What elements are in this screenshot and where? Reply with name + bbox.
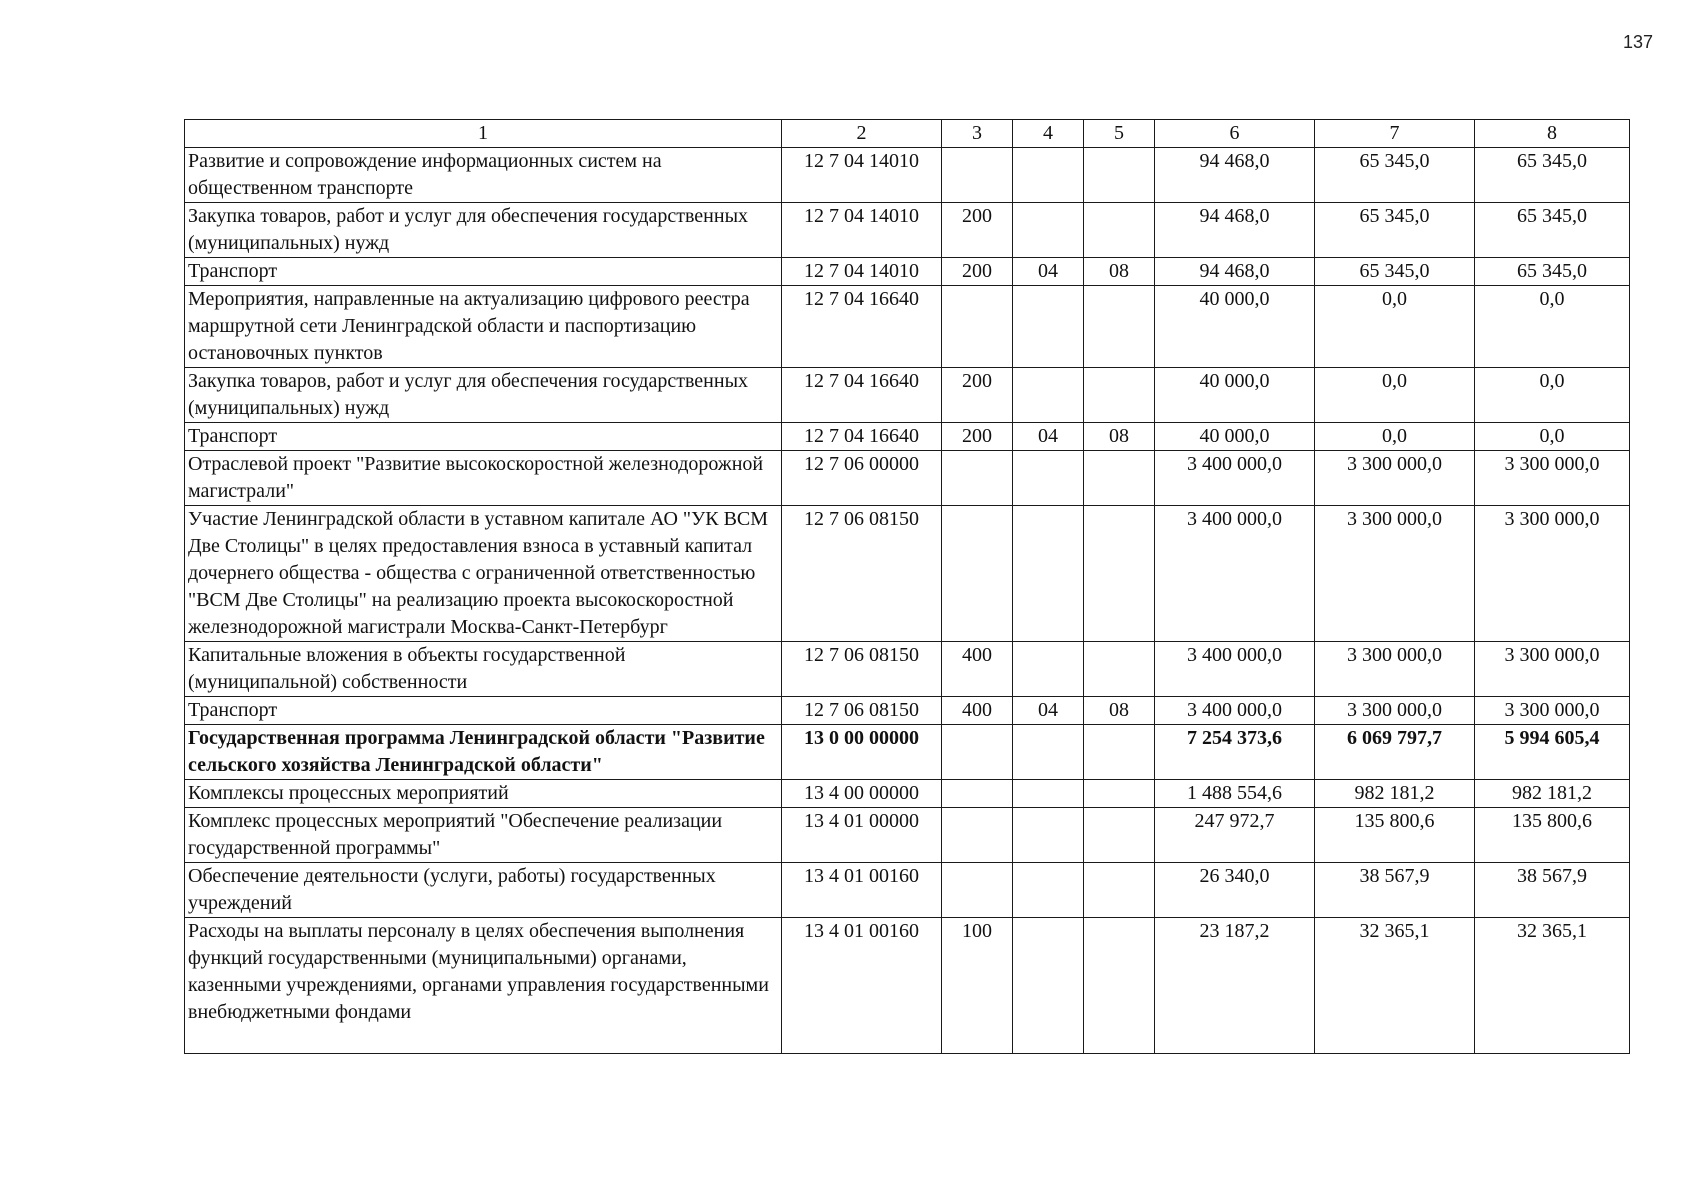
row-amount-col7-cell: 32 365,1 xyxy=(1315,918,1475,1054)
table-row xyxy=(185,451,1630,506)
row-section-cell xyxy=(1013,863,1084,918)
row-subsection-cell xyxy=(1084,918,1155,1054)
row-expense-type-cell xyxy=(942,506,1013,642)
row-code-cell: 12 7 04 14010 xyxy=(782,258,942,286)
row-section-cell xyxy=(1013,725,1084,780)
header-row xyxy=(185,120,1630,148)
row-name-cell: Транспорт xyxy=(185,423,782,451)
row-amount-col7-cell: 65 345,0 xyxy=(1315,203,1475,258)
row-amount-col6-cell: 40 000,0 xyxy=(1155,368,1315,423)
row-amount-col8-cell: 65 345,0 xyxy=(1475,203,1630,258)
row-name-cell: Участие Ленинградской области в уставном капитале АО "УК ВСМ Две Столицы" в целях предоставления взноса в уставный капитал дочернего общества - общества с ограниченной ответственностью "ВСМ Две Столицы" на реализацию проекта высокоскоростной железнодорожной магистрали Москва-Санкт-Петербург xyxy=(185,506,782,642)
row-subsection-cell xyxy=(1084,368,1155,423)
row-code-cell: 12 7 04 14010 xyxy=(782,203,942,258)
row-amount-col7-cell: 982 181,2 xyxy=(1315,780,1475,808)
row-name-cell: Государственная программа Ленинградской области "Развитие сельского хозяйства Ленинградской области" xyxy=(185,725,782,780)
row-amount-col8-cell: 3 300 000,0 xyxy=(1475,642,1630,697)
row-code-cell: 12 7 06 00000 xyxy=(782,451,942,506)
row-expense-type-cell xyxy=(942,863,1013,918)
row-amount-col7-cell: 65 345,0 xyxy=(1315,258,1475,286)
column-header: 5 xyxy=(1084,120,1155,148)
row-amount-col7-cell: 38 567,9 xyxy=(1315,863,1475,918)
row-amount-col7-cell: 0,0 xyxy=(1315,286,1475,368)
row-amount-col6-cell: 40 000,0 xyxy=(1155,423,1315,451)
table-row xyxy=(185,423,1630,451)
page-number: 137 xyxy=(1622,32,1653,52)
row-expense-type-cell: 200 xyxy=(942,368,1013,423)
row-amount-col6-cell: 247 972,7 xyxy=(1155,808,1315,863)
row-code-cell: 12 7 06 08150 xyxy=(782,506,942,642)
table-row xyxy=(185,918,1630,1054)
row-name-cell: Отраслевой проект "Развитие высокоскоростной железнодорожной магистрали" xyxy=(185,451,782,506)
row-section-cell xyxy=(1013,451,1084,506)
row-amount-col8-cell: 0,0 xyxy=(1475,286,1630,368)
budget-table xyxy=(184,119,1630,1054)
row-subsection-cell xyxy=(1084,451,1155,506)
table-row xyxy=(185,697,1630,725)
row-code-cell: 13 4 01 00000 xyxy=(782,808,942,863)
row-amount-col6-cell: 23 187,2 xyxy=(1155,918,1315,1054)
row-subsection-cell xyxy=(1084,725,1155,780)
row-amount-col8-cell: 3 300 000,0 xyxy=(1475,451,1630,506)
row-amount-col6-cell: 3 400 000,0 xyxy=(1155,451,1315,506)
row-amount-col6-cell: 3 400 000,0 xyxy=(1155,642,1315,697)
row-amount-col8-cell: 982 181,2 xyxy=(1475,780,1630,808)
row-name-cell: Обеспечение деятельности (услуги, работы) государственных учреждений xyxy=(185,863,782,918)
row-amount-col6-cell: 26 340,0 xyxy=(1155,863,1315,918)
row-amount-col7-cell: 65 345,0 xyxy=(1315,148,1475,203)
row-expense-type-cell: 400 xyxy=(942,642,1013,697)
row-amount-col7-cell: 3 300 000,0 xyxy=(1315,642,1475,697)
row-amount-col7-cell: 3 300 000,0 xyxy=(1315,451,1475,506)
table-row xyxy=(185,506,1630,642)
row-subsection-cell xyxy=(1084,780,1155,808)
row-section-cell xyxy=(1013,148,1084,203)
column-header: 3 xyxy=(942,120,1013,148)
column-header: 7 xyxy=(1315,120,1475,148)
row-section-cell: 04 xyxy=(1013,697,1084,725)
row-name-cell: Транспорт xyxy=(185,258,782,286)
row-name-cell: Закупка товаров, работ и услуг для обеспечения государственных (муниципальных) нужд xyxy=(185,368,782,423)
row-amount-col8-cell: 135 800,6 xyxy=(1475,808,1630,863)
row-amount-col8-cell: 38 567,9 xyxy=(1475,863,1630,918)
row-amount-col6-cell: 94 468,0 xyxy=(1155,148,1315,203)
row-code-cell: 12 7 06 08150 xyxy=(782,697,942,725)
row-amount-col6-cell: 94 468,0 xyxy=(1155,258,1315,286)
row-subsection-cell xyxy=(1084,148,1155,203)
row-amount-col8-cell: 32 365,1 xyxy=(1475,918,1630,1054)
row-code-cell: 13 4 01 00160 xyxy=(782,863,942,918)
row-expense-type-cell xyxy=(942,286,1013,368)
row-amount-col8-cell: 0,0 xyxy=(1475,423,1630,451)
row-subsection-cell xyxy=(1084,642,1155,697)
row-section-cell: 04 xyxy=(1013,423,1084,451)
table-row xyxy=(185,642,1630,697)
row-code-cell: 12 7 06 08150 xyxy=(782,642,942,697)
row-name-cell: Комплексы процессных мероприятий xyxy=(185,780,782,808)
row-name-cell: Комплекс процессных мероприятий "Обеспечение реализации государственной программы" xyxy=(185,808,782,863)
row-expense-type-cell xyxy=(942,451,1013,506)
table-row xyxy=(185,286,1630,368)
row-expense-type-cell: 400 xyxy=(942,697,1013,725)
row-expense-type-cell xyxy=(942,808,1013,863)
row-expense-type-cell: 100 xyxy=(942,918,1013,1054)
row-subsection-cell: 08 xyxy=(1084,423,1155,451)
row-section-cell xyxy=(1013,808,1084,863)
row-amount-col6-cell: 1 488 554,6 xyxy=(1155,780,1315,808)
row-subsection-cell xyxy=(1084,863,1155,918)
table-row xyxy=(185,258,1630,286)
row-expense-type-cell: 200 xyxy=(942,423,1013,451)
row-amount-col7-cell: 3 300 000,0 xyxy=(1315,506,1475,642)
row-amount-col6-cell: 94 468,0 xyxy=(1155,203,1315,258)
row-amount-col8-cell: 3 300 000,0 xyxy=(1475,506,1630,642)
column-header: 8 xyxy=(1475,120,1630,148)
table-row xyxy=(185,203,1630,258)
row-name-cell: Транспорт xyxy=(185,697,782,725)
table-row xyxy=(185,368,1630,423)
row-code-cell: 13 0 00 00000 xyxy=(782,725,942,780)
row-amount-col8-cell: 0,0 xyxy=(1475,368,1630,423)
row-name-cell: Расходы на выплаты персоналу в целях обеспечения выполнения функций государственными (муниципальными) органами, казенными учреждениями, органами управления государственными внебюджетными фондами xyxy=(185,918,782,1054)
row-amount-col7-cell: 3 300 000,0 xyxy=(1315,697,1475,725)
row-section-cell: 04 xyxy=(1013,258,1084,286)
column-header: 1 xyxy=(185,120,782,148)
table-body xyxy=(185,148,1630,1054)
row-name-cell: Мероприятия, направленные на актуализацию цифрового реестра маршрутной сети Ленинградской области и паспортизацию остановочных пунктов xyxy=(185,286,782,368)
column-header: 4 xyxy=(1013,120,1084,148)
row-expense-type-cell: 200 xyxy=(942,258,1013,286)
row-subsection-cell: 08 xyxy=(1084,258,1155,286)
row-name-cell: Капитальные вложения в объекты государственной (муниципальной) собственности xyxy=(185,642,782,697)
row-code-cell: 12 7 04 14010 xyxy=(782,148,942,203)
row-amount-col7-cell: 0,0 xyxy=(1315,423,1475,451)
row-amount-col6-cell: 7 254 373,6 xyxy=(1155,725,1315,780)
table-row xyxy=(185,808,1630,863)
column-header: 6 xyxy=(1155,120,1315,148)
row-expense-type-cell: 200 xyxy=(942,203,1013,258)
row-expense-type-cell xyxy=(942,780,1013,808)
row-code-cell: 12 7 04 16640 xyxy=(782,423,942,451)
row-amount-col8-cell: 65 345,0 xyxy=(1475,258,1630,286)
row-code-cell: 12 7 04 16640 xyxy=(782,368,942,423)
row-section-cell xyxy=(1013,368,1084,423)
row-amount-col7-cell: 6 069 797,7 xyxy=(1315,725,1475,780)
row-code-cell: 13 4 01 00160 xyxy=(782,918,942,1054)
row-section-cell xyxy=(1013,203,1084,258)
row-subsection-cell xyxy=(1084,808,1155,863)
row-name-cell: Развитие и сопровождение информационных систем на общественном транспорте xyxy=(185,148,782,203)
row-amount-col8-cell: 5 994 605,4 xyxy=(1475,725,1630,780)
row-section-cell xyxy=(1013,506,1084,642)
table-row xyxy=(185,863,1630,918)
row-amount-col8-cell: 3 300 000,0 xyxy=(1475,697,1630,725)
row-amount-col6-cell: 3 400 000,0 xyxy=(1155,697,1315,725)
row-amount-col8-cell: 65 345,0 xyxy=(1475,148,1630,203)
table-row xyxy=(185,780,1630,808)
budget-table-container xyxy=(184,119,1629,1054)
row-expense-type-cell xyxy=(942,725,1013,780)
row-section-cell xyxy=(1013,642,1084,697)
row-name-cell: Закупка товаров, работ и услуг для обеспечения государственных (муниципальных) нужд xyxy=(185,203,782,258)
table-header xyxy=(185,120,1630,148)
row-section-cell xyxy=(1013,780,1084,808)
row-amount-col7-cell: 0,0 xyxy=(1315,368,1475,423)
row-section-cell xyxy=(1013,918,1084,1054)
column-header: 2 xyxy=(782,120,942,148)
row-subsection-cell: 08 xyxy=(1084,697,1155,725)
row-amount-col6-cell: 3 400 000,0 xyxy=(1155,506,1315,642)
row-expense-type-cell xyxy=(942,148,1013,203)
row-subsection-cell xyxy=(1084,506,1155,642)
table-row xyxy=(185,148,1630,203)
row-amount-col6-cell: 40 000,0 xyxy=(1155,286,1315,368)
table-row xyxy=(185,725,1630,780)
row-subsection-cell xyxy=(1084,286,1155,368)
row-section-cell xyxy=(1013,286,1084,368)
row-subsection-cell xyxy=(1084,203,1155,258)
row-code-cell: 13 4 00 00000 xyxy=(782,780,942,808)
row-amount-col7-cell: 135 800,6 xyxy=(1315,808,1475,863)
row-code-cell: 12 7 04 16640 xyxy=(782,286,942,368)
